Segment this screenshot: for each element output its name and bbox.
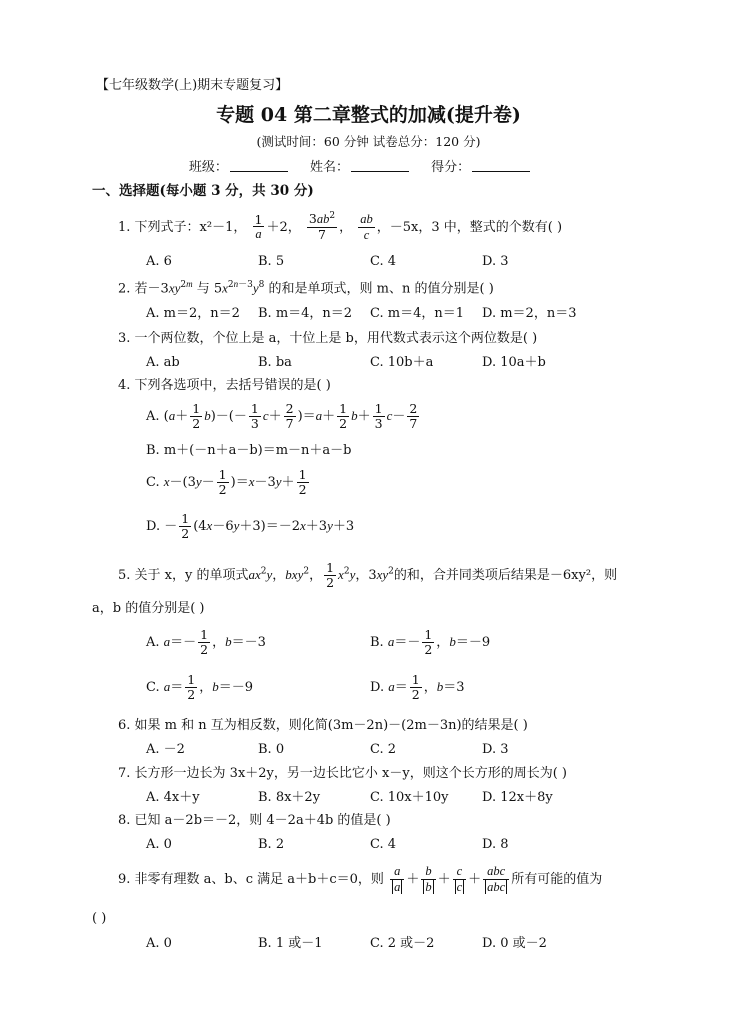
student-info-row — [0, 159, 737, 176]
fraction-1-over-a: $\frac{1}{a}$ — [254, 211, 263, 242]
q6-option-b[interactable]: B. 0 — [258, 742, 285, 757]
question-4: 4. 下列各选项中，去括号错误的是( ) — [118, 378, 331, 393]
q7-option-a[interactable]: A. 4x＋y — [146, 790, 200, 805]
q6-option-d[interactable]: D. 3 — [482, 742, 509, 757]
page-subtitle: (测试时间：60 分钟 试卷总分：120 分) — [256, 134, 481, 149]
q3-option-c[interactable]: C. 10b＋a — [370, 355, 434, 370]
question-9: 9. 非零有理数 a、b、c 满足 a＋b＋c＝0，则 $\frac{a}{a}$ ＋ $\frac{b}{b}$ ＋ $\frac{c}{c}$ ＋ $\frac{\text{abc}}{\text{abc}}$ 所有可能的值为 — [118, 864, 603, 894]
q9-option-a[interactable]: A. 0 — [146, 936, 172, 951]
q8-option-b[interactable]: B. 2 — [258, 837, 285, 852]
name-label: 姓名： — [309, 160, 349, 175]
question-3: 3. 一个两位数，个位上是 a，十位上是 b，用代数式表示这个两位数是( ) — [118, 331, 538, 346]
fraction-3ab2-over-7: $\frac{3ab^2}{7}$ — [308, 211, 336, 243]
question-7: 7. 长方形一边长为 3x＋2y，另一边长比它小 x－y，则这个长方形的周长为( ) — [118, 766, 567, 781]
q8-option-a[interactable]: A. 0 — [146, 837, 172, 852]
q5-option-d[interactable]: D. a＝ $\frac{1}{2}$ ，b＝3 — [370, 672, 465, 702]
q2-option-b[interactable]: B. m＝4，n＝2 — [258, 306, 353, 321]
q4-option-d[interactable]: D. － $\frac{1}{2}$ (4x－6y＋3)＝－2x＋3y＋3 — [146, 511, 355, 541]
q5-option-b[interactable]: B. a＝－ $\frac{1}{2}$ ，b＝－9 — [370, 627, 491, 657]
page-title: 专题 04 第二章整式的加减(提升卷) — [216, 104, 521, 126]
q1-option-b[interactable]: B. 5 — [258, 254, 285, 269]
question-5-cont: a，b 的值分别是( ) — [92, 601, 205, 616]
q5-option-a[interactable]: A. a＝－ $\frac{1}{2}$ ，b＝－3 — [146, 627, 266, 657]
q8-option-d[interactable]: D. 8 — [482, 837, 509, 852]
q3-option-d[interactable]: D. 10a＋b — [482, 355, 546, 370]
q2-option-d[interactable]: D. m＝2，n＝3 — [482, 306, 577, 321]
class-blank[interactable] — [230, 159, 288, 172]
name-blank[interactable] — [351, 159, 409, 172]
q7-option-c[interactable]: C. 10x＋10y — [370, 790, 449, 805]
question-2: 2. 若$-3xy^{2m}$ 与 $5x^{2n-3}y^8$ 的和是单项式，则 m、n 的值分别是( ) — [118, 279, 494, 297]
q2-option-a[interactable]: A. m＝2，n＝2 — [146, 306, 240, 321]
q1-option-a[interactable]: A. 6 — [146, 254, 172, 269]
fraction-ab-over-c: $\frac{ab}{c}$ — [360, 212, 373, 242]
q1-option-c[interactable]: C. 4 — [370, 254, 397, 269]
question-9-cont: ( ) — [92, 911, 107, 926]
q6-option-a[interactable]: A. －2 — [146, 742, 185, 757]
question-8: 8. 已知 a－2b＝－2，则 4－2a＋4b 的值是( ) — [118, 813, 391, 828]
q9-option-d[interactable]: D. 0 或－2 — [482, 936, 547, 951]
section-title: 一、选择题(每小题 3 分，共 30 分) — [92, 183, 314, 199]
q3-option-b[interactable]: B. ba — [258, 355, 292, 370]
question-1: 1. 下列式子：x²－1， $\frac{1}{a}$ ＋2， $\frac{3ab^2}{7}$ ， $\frac{ab}{c}$ ，－5x，3 中，整式的个数有( ) — [118, 211, 563, 243]
class-label: 班级： — [188, 160, 228, 175]
header-tag: 【七年级数学(上)期末专题复习】 — [96, 78, 289, 93]
q4-option-b[interactable]: B. m＋(－n＋a－b)＝m－n＋a－b — [146, 443, 352, 458]
q7-option-b[interactable]: B. 8x＋2y — [258, 790, 321, 805]
q2-option-c[interactable]: C. m＝4，n＝1 — [370, 306, 464, 321]
q1-option-d[interactable]: D. 3 — [482, 254, 509, 269]
q9-option-c[interactable]: C. 2 或－2 — [370, 936, 435, 951]
q3-option-a[interactable]: A. ab — [146, 355, 180, 370]
q4-option-c[interactable]: C. x－(3y－ $\frac{1}{2}$ )＝x－3y＋ $\frac{1}{2}$ — [146, 467, 307, 497]
score-label: 得分： — [431, 160, 471, 175]
q9-option-b[interactable]: B. 1 或－1 — [258, 936, 323, 951]
q4-option-a[interactable]: A. (a＋ $\frac{1}{2}$ b)－(－ $\frac{1}{3}$ c＋ $\frac{2}{7}$ )＝a＋ $\frac{1}{2}$ b＋ $\frac{1}{3}$ c－ $\frac{2}{7}$ — [146, 401, 418, 431]
q8-option-c[interactable]: C. 4 — [370, 837, 397, 852]
q5-option-c[interactable]: C. a＝ $\frac{1}{2}$ ，b＝－9 — [146, 672, 254, 702]
question-5: 5. 关于 x，y 的单项式$ax^2y$，bxy$^2$， $\frac{1}{2}$ $x^2y$，$3xy^2$的和，合并同类项后结果是－6xy²，则 — [118, 560, 618, 590]
q6-option-c[interactable]: C. 2 — [370, 742, 397, 757]
question-6: 6. 如果 m 和 n 互为相反数，则化简(3m－2n)－(2m－3n)的结果是( ) — [118, 718, 528, 733]
score-blank[interactable] — [472, 159, 530, 172]
q7-option-d[interactable]: D. 12x＋8y — [482, 790, 553, 805]
